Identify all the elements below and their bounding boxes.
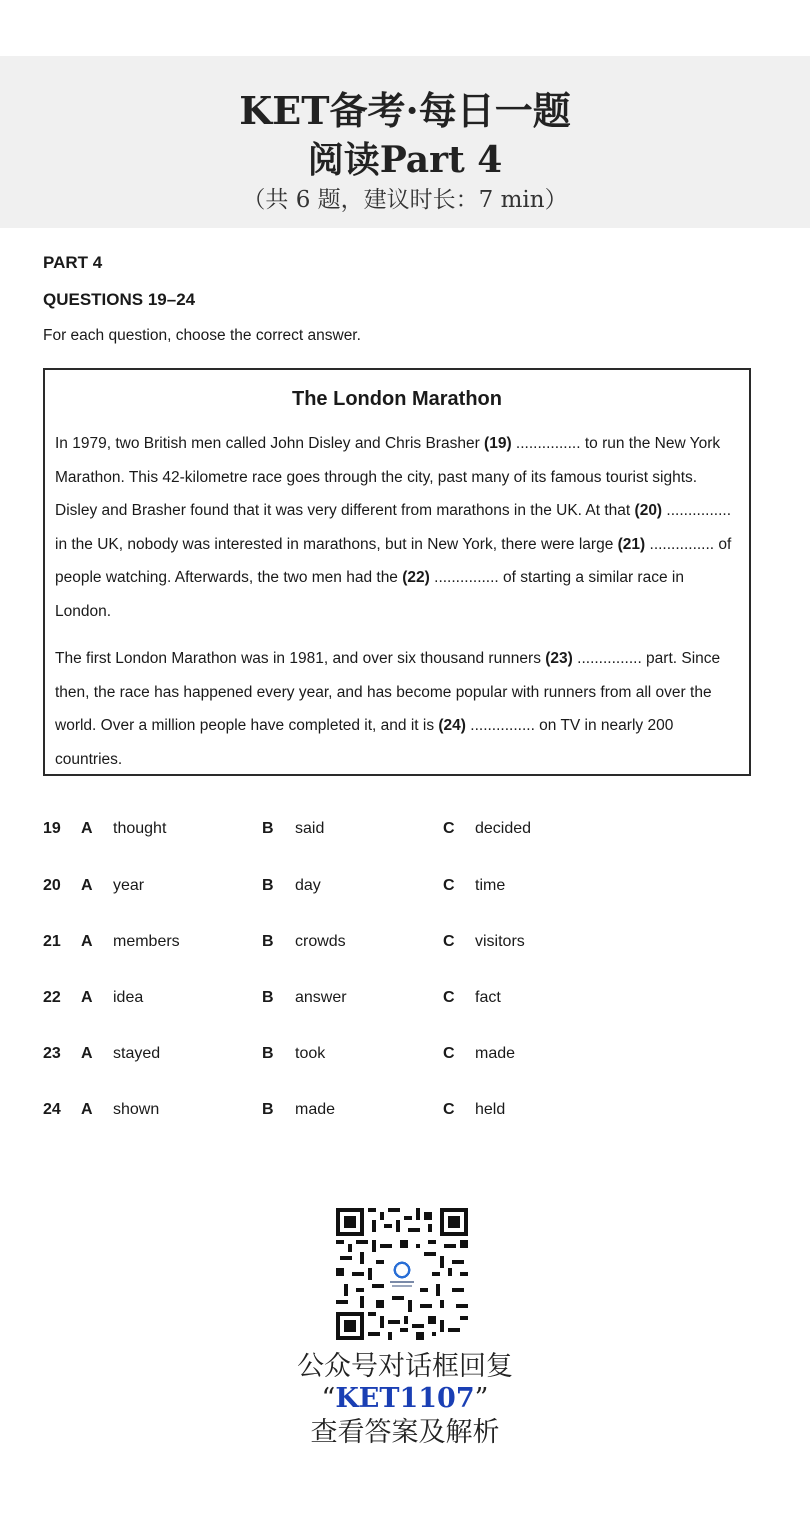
question-number: 24 xyxy=(43,1101,61,1118)
option-b[interactable]: day xyxy=(295,877,321,894)
passage-paragraph-1 xyxy=(55,427,739,629)
option-b[interactable]: took xyxy=(295,1045,326,1062)
qr-code xyxy=(336,1208,468,1340)
option-b[interactable]: said xyxy=(295,820,325,837)
option-row-24 xyxy=(43,1093,763,1129)
option-letter-c: C xyxy=(443,877,455,894)
option-row-19 xyxy=(43,812,763,848)
option-letter-b: B xyxy=(262,933,274,950)
option-letter-a: A xyxy=(81,1101,93,1118)
option-row-21 xyxy=(43,925,763,961)
gap-21: (21) xyxy=(617,535,646,553)
passage-text: The first London Marathon was in 1981, and over six thousand runners xyxy=(55,650,546,667)
option-letter-a: A xyxy=(81,877,93,894)
passage-box xyxy=(43,368,751,776)
option-letter-a: A xyxy=(81,933,93,950)
page-title: KET备考·每日一题 xyxy=(239,88,571,133)
option-a[interactable]: idea xyxy=(113,989,144,1006)
option-c[interactable]: time xyxy=(475,877,506,894)
option-letter-c: C xyxy=(443,1101,455,1118)
option-letter-c: C xyxy=(443,933,455,950)
footer-line-3: 查看答案及解析 xyxy=(310,1417,500,1448)
passage-text: ............... of starting a similar race in London. xyxy=(55,569,684,620)
gap-23: (23) xyxy=(545,650,573,667)
option-row-20 xyxy=(43,869,763,905)
question-number: 22 xyxy=(43,989,61,1006)
question-number: 21 xyxy=(43,933,61,950)
passage-text: ............... of people watching. Afterwards, the two men had the xyxy=(55,535,732,587)
option-c[interactable]: fact xyxy=(475,989,501,1006)
option-a[interactable]: members xyxy=(113,933,180,950)
option-a[interactable]: shown xyxy=(113,1101,160,1118)
passage-text: ............... to run the New York Marathon. This 42-kilometre race goes through the city, past many of its famous tourist sights. Disley and Brasher found that it was very different from marathons in the UK. At that xyxy=(55,435,721,520)
gap-22: (22) xyxy=(402,569,430,587)
option-letter-c: C xyxy=(443,1045,455,1062)
option-letter-b: B xyxy=(262,989,274,1006)
gap-20: (20) xyxy=(634,502,663,520)
option-letter-a: A xyxy=(81,820,93,837)
gap-19: (19) xyxy=(484,435,512,452)
close-quote: ” xyxy=(474,1383,489,1414)
option-letter-a: A xyxy=(81,1045,93,1062)
option-a[interactable]: thought xyxy=(113,820,167,837)
option-a[interactable]: stayed xyxy=(113,1045,161,1062)
question-number: 19 xyxy=(43,820,61,837)
option-row-23 xyxy=(43,1037,763,1073)
gap-24: (24) xyxy=(438,717,466,735)
passage-text: ............... on TV in nearly 200 countries. xyxy=(55,717,674,768)
option-letter-a: A xyxy=(81,989,93,1006)
page-header xyxy=(0,56,810,228)
option-b[interactable]: answer xyxy=(295,989,347,1006)
passage-paragraph-2 xyxy=(55,642,739,776)
page-subtitle: 阅读Part 4 xyxy=(307,139,503,181)
option-c[interactable]: held xyxy=(475,1101,506,1118)
passage-text: ............... part. Since then, the race has happened every year, and has become popular with runners from all over the world. Over a million people have completed it, and it is xyxy=(55,650,721,735)
option-letter-b: B xyxy=(262,820,274,837)
part-heading: PART 4 xyxy=(43,253,103,272)
option-a[interactable]: year xyxy=(113,877,145,894)
question-number: 23 xyxy=(43,1045,61,1062)
reply-code: KET1107 xyxy=(335,1383,475,1414)
question-number: 20 xyxy=(43,877,61,894)
passage-text: ............... in the UK, nobody was interested in marathons, but in New York, there were large xyxy=(55,502,732,553)
passage-title: The London Marathon xyxy=(292,388,502,410)
open-quote: “ xyxy=(321,1383,336,1414)
option-c[interactable]: made xyxy=(475,1045,516,1062)
footer-code-line xyxy=(0,1382,810,1416)
option-b[interactable]: crowds xyxy=(295,933,346,950)
option-letter-b: B xyxy=(262,1045,274,1062)
option-letter-c: C xyxy=(443,989,455,1006)
time-note: （共 6 题，建议时长：7 min） xyxy=(242,187,568,213)
instruction-text: For each question, choose the correct answer. xyxy=(43,327,361,344)
option-c[interactable]: decided xyxy=(475,820,532,837)
option-c[interactable]: visitors xyxy=(475,933,525,950)
option-row-22 xyxy=(43,981,763,1017)
option-letter-b: B xyxy=(262,1101,274,1118)
option-letter-b: B xyxy=(262,877,274,894)
option-b[interactable]: made xyxy=(295,1101,336,1118)
passage-text: In 1979, two British men called John Disley and Chris Brasher xyxy=(55,435,485,452)
footer-line-1: 公众号对话框回复 xyxy=(297,1351,513,1382)
questions-heading: QUESTIONS 19–24 xyxy=(43,290,196,309)
option-letter-c: C xyxy=(443,820,455,837)
